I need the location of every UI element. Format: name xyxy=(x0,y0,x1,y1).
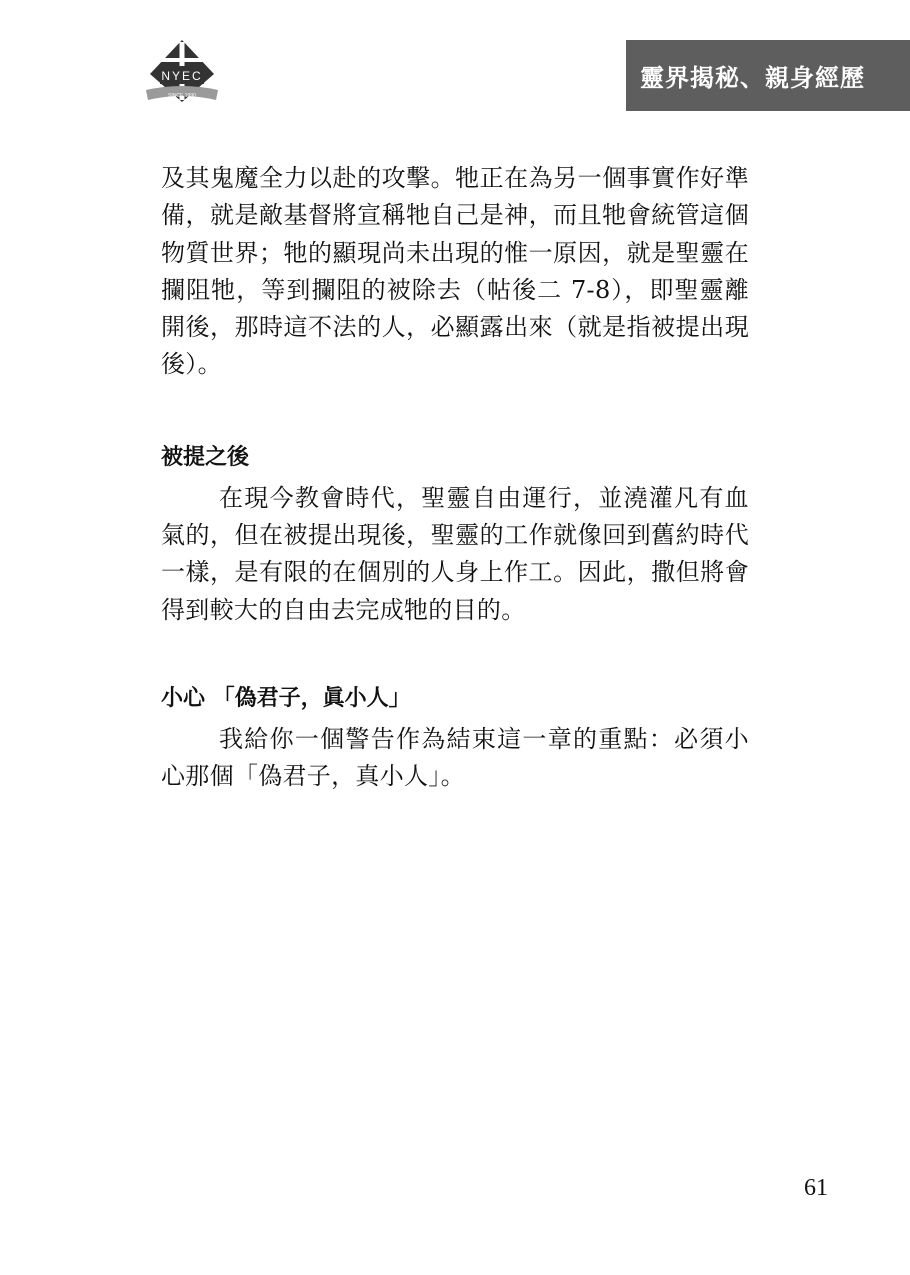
logo-text: NYEC xyxy=(161,69,203,83)
section-heading-hypocrite: 小心 「偽君子，眞小人」 xyxy=(161,685,411,711)
page-number: 61 xyxy=(804,1175,828,1201)
paragraph-1: 及其鬼魔全力以赴的攻擊。牠正在為另一個事實作好準備，就是敵基督將宣稱牠自己是神，而且牠會統管這個物質世界；牠的顯現尚未出現的惟一原因，就是聖靈在攔阻牠，等到攔阻的被除去（帖後二 7-8），即聖靈離開後，那時這不法的人，必顯露出來（就是指被提出現後）。 xyxy=(161,164,749,379)
chapter-header-tab xyxy=(626,40,910,111)
nyec-logo xyxy=(140,38,224,108)
chapter-header-title: 靈界揭秘、親身經歷 xyxy=(640,64,865,92)
section-heading-raptured: 被提之後 xyxy=(161,444,250,470)
paragraph-2: 在現今教會時代，聖靈自由運行，並澆灌凡有血氣的，但在被提出現後，聖靈的工作就像回到舊約時代一樣，是有限的在個別的人身上作工。因此，撒但將會得到較大的自由去完成牠的目的。 xyxy=(161,483,749,624)
logo-since: SINCE 1990 xyxy=(168,93,196,99)
page-content xyxy=(161,160,749,796)
paragraph-3: 我給你一個警告作為結束這一章的重點：必須小心那個「偽君子，真小人」。 xyxy=(161,724,749,791)
